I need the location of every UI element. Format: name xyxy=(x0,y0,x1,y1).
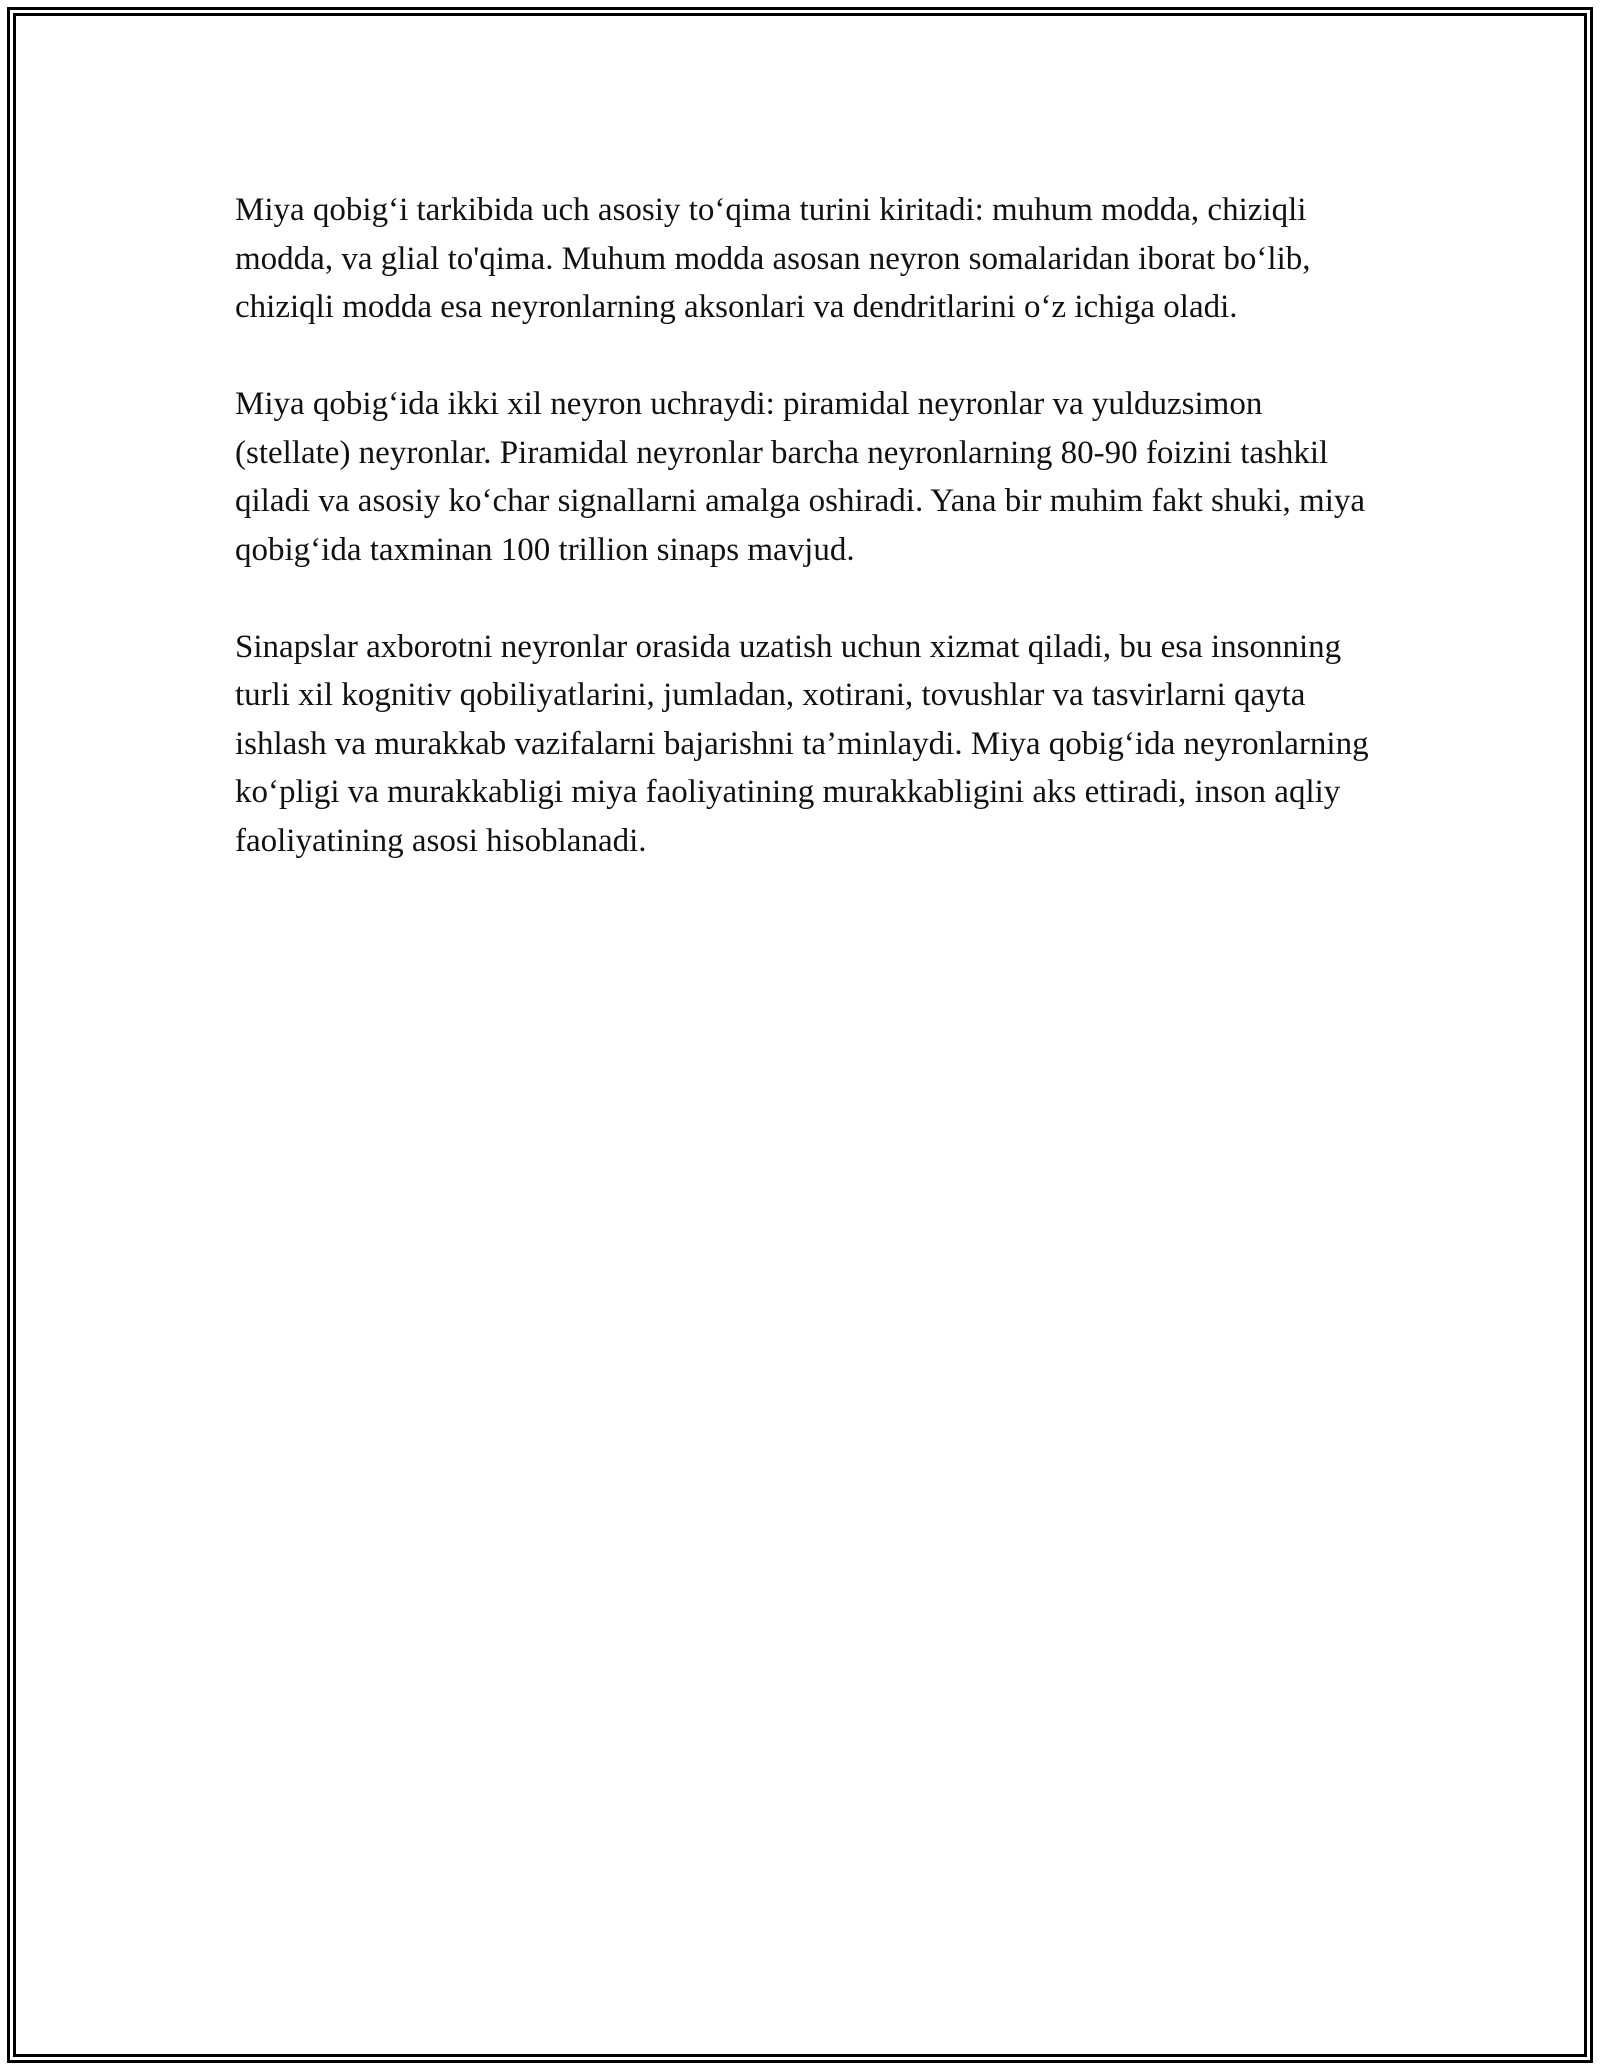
paragraph-2: Miya qobig‘ida ikki xil neyron uchraydi: piramidal neyronlar va yulduzsimon (stellate) neyronlar. Piramidal neyronlar barcha neyronlarning 80-90 foizini tashkil qiladi va asosiy ko‘char signallarni amalga oshiradi. Yana bir muhim fakt shuki, miya qobig‘ida taxminan 100 trillion sinaps mavjud. xyxy=(235,386,1366,568)
paragraph-1: Miya qobig‘i tarkibida uch asosiy to‘qima turini kiritadi: muhum modda, chiziqli modda, va glial to'qima. Muhum modda asosan neyron somalaridan iborat bo‘lib, chiziqli modda esa neyronlarning aksonlari va dendritlarini o‘z ichiga oladi. xyxy=(235,192,1311,325)
paragraph-3: Sinapslar axborotni neyronlar orasida uzatish uchun xizmat qiladi, bu esa insonning turli xil kognitiv qobiliyatlarini, jumladan, xotirani, tovushlar va tasvirlarni qayta ishlash va murakkab vazifalarni bajarishni ta’minlaydi. Miya qobig‘ida neyronlarning ko‘pligi va murakkabligi miya faoliyatining murakkabligini aks ettiradi, inson aqliy faoliyatining asosi hisoblanadi. xyxy=(235,628,1369,859)
document-body xyxy=(235,186,1375,914)
